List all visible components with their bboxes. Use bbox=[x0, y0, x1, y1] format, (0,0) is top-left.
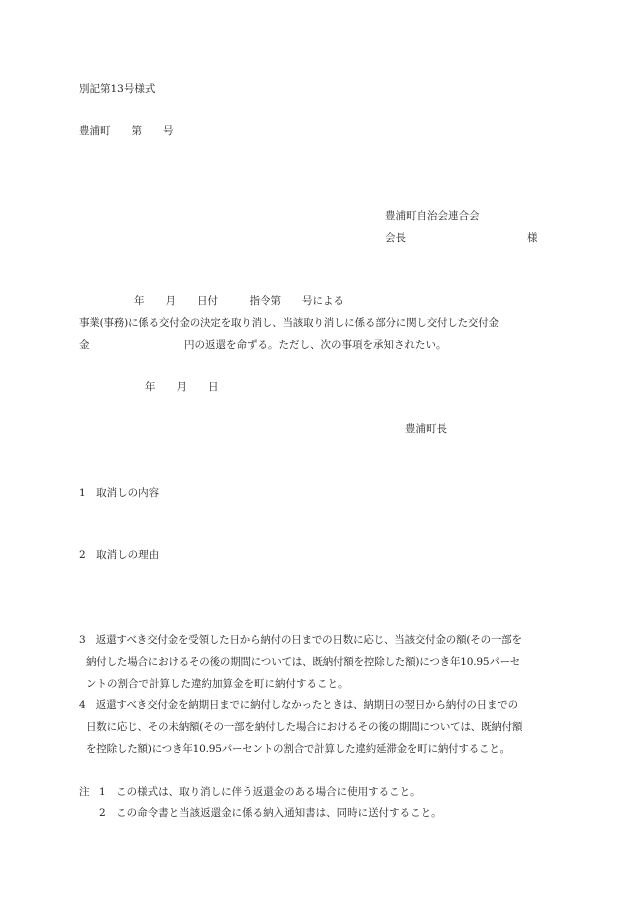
item-cancellation-reason: 2 取消しの理由 bbox=[79, 549, 160, 561]
date-line: 年 月 日 bbox=[145, 381, 219, 393]
clause-3-line: ントの割合で計算した違約加算金を町に納付すること。 bbox=[86, 678, 349, 690]
addressee-honorific: 様 bbox=[527, 232, 538, 244]
form-code: 別記第13号様式 bbox=[79, 83, 156, 95]
clause-4-line: 4 返還すべき交付金を納期日までに納付しなかったときは、納期日の翌日から納付の日までの bbox=[79, 699, 518, 711]
clause-3-line: 3 返還すべき交付金を受領した日から納付の日までの日数に応じ、当該交付金の額(その一部を bbox=[79, 634, 522, 646]
decision-reference-line: 年 月 日付 指令第 号による bbox=[134, 295, 344, 307]
addressee-title: 会長 bbox=[385, 232, 406, 244]
issuer: 豊浦町長 bbox=[405, 423, 447, 435]
note-item: 2 この命令書と当該返還金に係る納入通知書は、同時に送付すること。 bbox=[99, 807, 442, 819]
clause-4-line: を控除した額)につき年10.95パーセントの割合で計算した違約延滞金を町に納付すること。 bbox=[86, 743, 510, 755]
addressee-organization: 豊浦町自治会連合会 bbox=[385, 210, 480, 222]
document-number: 豊浦町 第 号 bbox=[79, 125, 174, 137]
body-line: 事業(事務)に係る交付金の決定を取り消し、当該取り消しに係る部分に関し交付した交付金 bbox=[79, 317, 499, 329]
note-item: 1 この様式は、取り消しに伴う返還金のある場合に使用すること。 bbox=[99, 786, 421, 798]
notes-prefix: 注 bbox=[79, 786, 90, 798]
item-cancellation-content: 1 取消しの内容 bbox=[79, 487, 160, 499]
clause-3-line: 納付した場合におけるその後の期間については、既納付額を控除した額)につき年10.95パーセ bbox=[86, 656, 521, 668]
body-line: 金 円の返還を命ずる。ただし、次の事項を承知されたい。 bbox=[79, 339, 447, 351]
clause-4-line: 日数に応じ、その未納額(その一部を納付した場合におけるその後の期間については、既納付額 bbox=[86, 721, 523, 733]
